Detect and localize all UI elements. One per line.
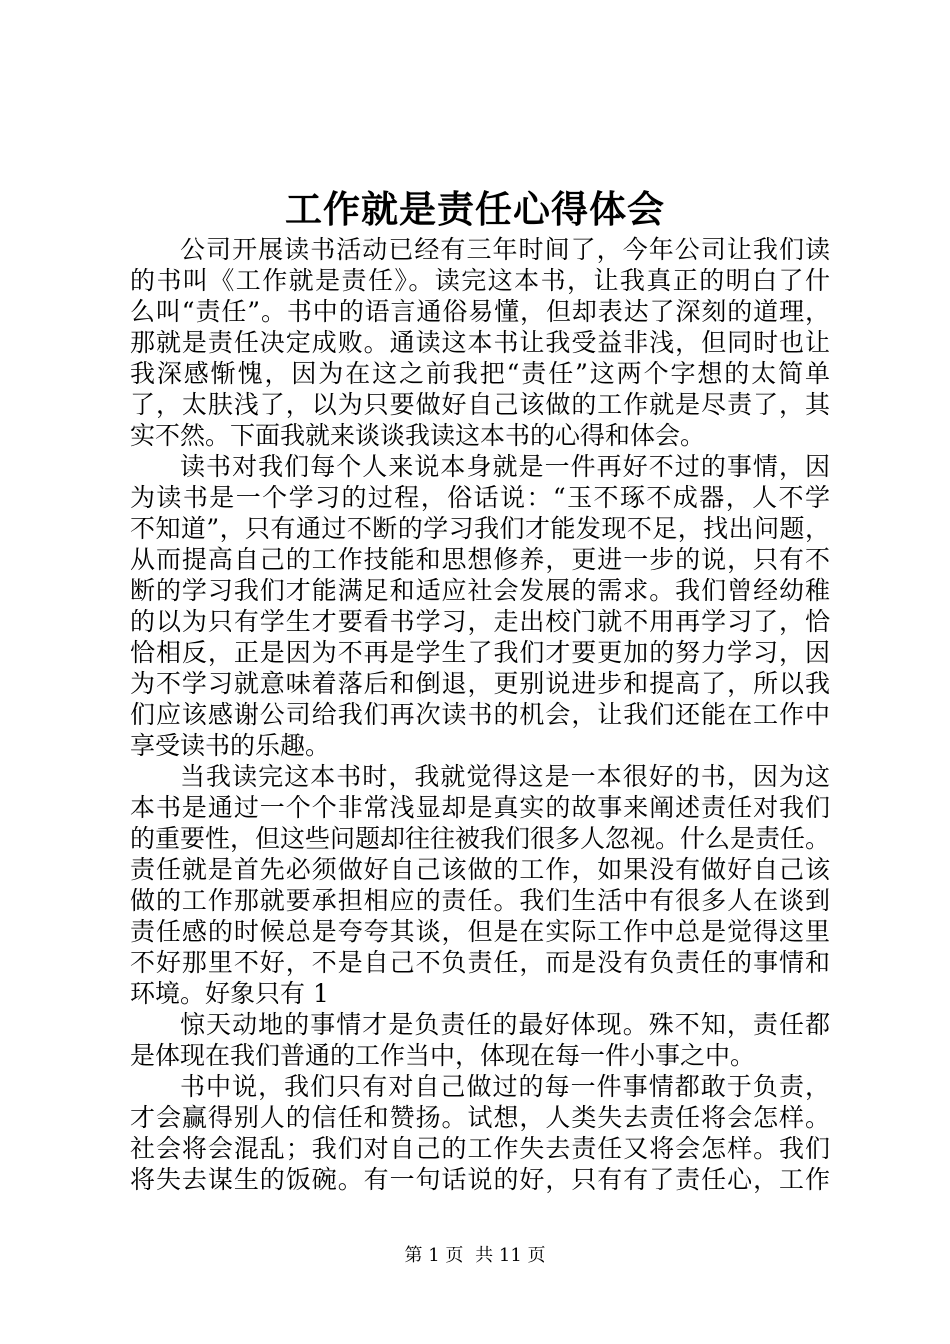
- text-line: 当我读完这本书时，我就觉得这是一本很好的书，因为这: [180, 762, 830, 791]
- text-line: 将失去谋生的饭碗。有一句话说的好，只有有了责任心，工作: [130, 1165, 830, 1194]
- text-line: 读书对我们每个人来说本身就是一件再好不过的事情，因: [180, 452, 830, 481]
- text-line: 书中说，我们只有对自己做过的每一件事情都敢于负责，: [180, 1072, 830, 1101]
- text-line: 本书是通过一个个非常浅显却是真实的故事来阐述责任对我们: [130, 793, 830, 822]
- text-line: 的书叫《工作就是责任》。读完这本书，让我真正的明白了什: [130, 266, 830, 295]
- page-total: 共 11 页: [475, 1245, 546, 1266]
- text-line: 社会将会混乱；我们对自己的工作失去责任又将会怎样。我们: [130, 1134, 830, 1163]
- page-number: 第 1 页: [404, 1245, 464, 1266]
- text-line: 是体现在我们普通的工作当中，体现在每一件小事之中。: [130, 1041, 756, 1070]
- text-line: 么叫“责任”。书中的语言通俗易懂，但却表达了深刻的道理，: [130, 297, 830, 326]
- text-line: 那就是责任决定成败。通读这本书让我受益非浅，但同时也让: [130, 328, 830, 357]
- text-line: 断的学习我们才能满足和适应社会发展的需求。我们曾经幼稚: [130, 576, 830, 605]
- text-line: 的重要性，但这些问题却往往被我们很多人忽视。什么是责任。: [130, 824, 830, 853]
- text-line: 从而提高自己的工作技能和思想修养，更进一步的说，只有不: [130, 545, 830, 574]
- text-line: 为不学习就意味着落后和倒退，更别说进步和提高了，所以我: [130, 669, 830, 698]
- document-title: 工作就是责任心得体会: [285, 187, 665, 231]
- text-line: 责任感的时候总是夸夸其谈，但是在实际工作中总是觉得这里: [130, 917, 830, 946]
- text-line: 实不然。下面我就来谈谈我读这本书的心得和体会。: [130, 421, 706, 450]
- text-line: 公司开展读书活动已经有三年时间了，今年公司让我们读: [180, 235, 830, 264]
- text-line: 们应该感谢公司给我们再次读书的机会，让我们还能在工作中: [130, 700, 830, 729]
- text-line: 才会赢得别人的信任和赞扬。试想，人类失去责任将会怎样。: [130, 1103, 830, 1132]
- text-line: 享受读书的乐趣。: [130, 731, 331, 760]
- text-line: 了，太肤浅了，以为只要做好自己该做的工作就是尽责了，其: [130, 390, 830, 419]
- text-line: 的以为只有学生才要看书学习，走出校门就不用再学习了，恰: [130, 607, 830, 636]
- text-line: 不知道”，只有通过不断的学习我们才能发现不足，找出问题，: [130, 514, 830, 543]
- page-footer: [0, 1244, 950, 1268]
- text-line: 环境。好象只有 1: [130, 979, 329, 1008]
- document-body: [130, 234, 830, 1195]
- text-line: 为读书是一个学习的过程，俗话说：“玉不琢不成器，人不学: [130, 483, 830, 512]
- text-line: 惊天动地的事情才是负责任的最好体现。殊不知，责任都: [180, 1010, 830, 1039]
- text-line: 做的工作那就要承担相应的责任。我们生活中有很多人在谈到: [130, 886, 830, 915]
- text-line: 我深感惭愧，因为在这之前我把“责任”这两个字想的太简单: [130, 359, 830, 388]
- text-line: 恰相反，正是因为不再是学生了我们才要更加的努力学习，因: [130, 638, 830, 667]
- text-line: 不好那里不好，不是自己不负责任，而是没有负责任的事情和: [130, 948, 830, 977]
- text-line: 责任就是首先必须做好自己该做的工作，如果没有做好自己该: [130, 855, 830, 884]
